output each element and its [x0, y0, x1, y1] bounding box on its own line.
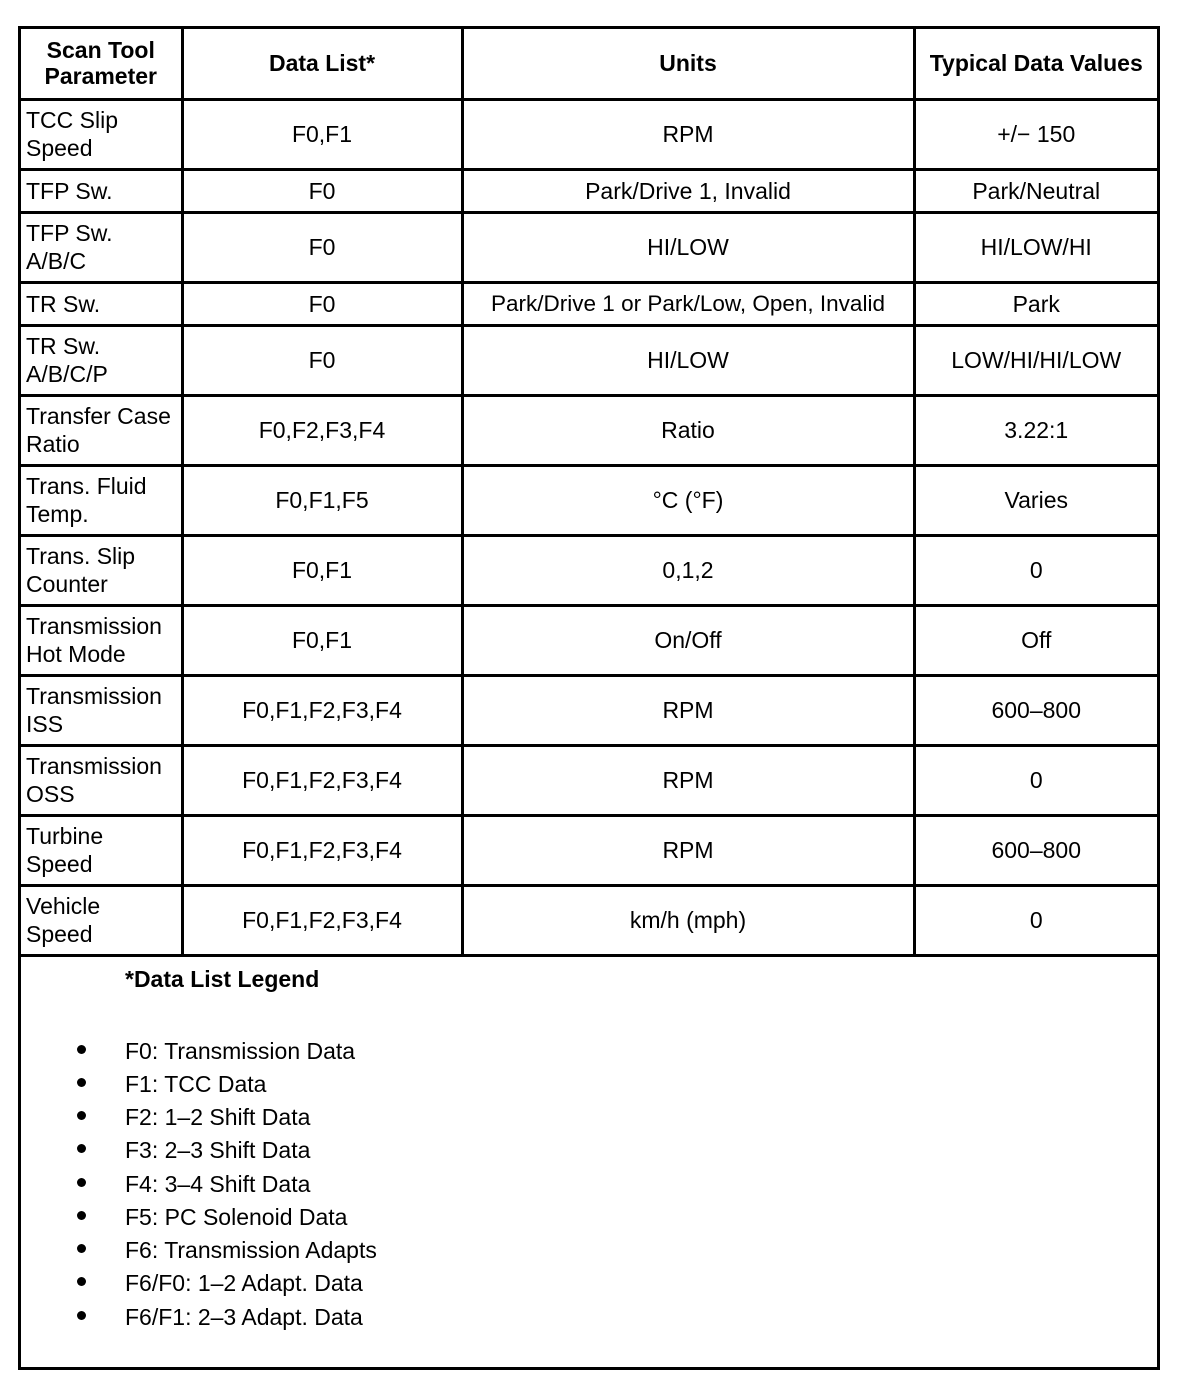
units-cell: 0,1,2: [462, 535, 914, 605]
data-list-cell: F0: [182, 169, 462, 212]
typical-value-cell: +/− 150: [914, 99, 1157, 169]
parameter-cell: TR Sw. A/B/C/P: [21, 325, 182, 395]
legend-item-text: F6/F0: 1–2 Adapt. Data: [125, 1270, 363, 1297]
data-list-cell: F0: [182, 282, 462, 325]
table-row: [21, 169, 1157, 212]
legend-item-text: F5: PC Solenoid Data: [125, 1203, 348, 1230]
header-parameter: Scan Tool Parameter: [21, 29, 182, 99]
data-list-cell: F0,F1,F2,F3,F4: [182, 675, 462, 745]
typical-value-cell: 600–800: [914, 815, 1157, 885]
typical-value-cell: 3.22:1: [914, 395, 1157, 465]
data-list-cell: F0,F2,F3,F4: [182, 395, 462, 465]
table-row: [21, 745, 1157, 815]
data-list-cell: F0: [182, 325, 462, 395]
header-typical-values: Typical Data Values: [914, 29, 1157, 99]
table-row: [21, 815, 1157, 885]
units-cell: HI/LOW: [462, 212, 914, 282]
header-data-list: Data List*: [182, 29, 462, 99]
parameter-cell: Transmission ISS: [21, 675, 182, 745]
table-row: [21, 99, 1157, 169]
typical-value-cell: 600–800: [914, 675, 1157, 745]
table-row: [21, 885, 1157, 955]
table-row: [21, 212, 1157, 282]
legend-item-text: F1: TCC Data: [125, 1070, 267, 1097]
units-cell: RPM: [462, 675, 914, 745]
header-units: Units: [462, 29, 914, 99]
data-list-cell: F0,F1,F5: [182, 465, 462, 535]
legend-item-text: F3: 2–3 Shift Data: [125, 1137, 311, 1164]
parameter-cell: Transfer Case Ratio: [21, 395, 182, 465]
bullet-icon: [77, 1045, 86, 1054]
data-list-cell: F0,F1,F2,F3,F4: [182, 815, 462, 885]
bullet-icon: [77, 1244, 86, 1253]
typical-value-cell: Off: [914, 605, 1157, 675]
legend-item-text: F6/F1: 2–3 Adapt. Data: [125, 1303, 363, 1330]
data-list-cell: F0: [182, 212, 462, 282]
typical-value-cell: Park: [914, 282, 1157, 325]
legend-item-text: F2: 1–2 Shift Data: [125, 1104, 311, 1130]
data-list-legend: [21, 957, 1157, 1373]
typical-value-cell: 0: [914, 885, 1157, 955]
data-list-cell: F0,F1,F2,F3,F4: [182, 745, 462, 815]
table-row: [21, 675, 1157, 745]
units-cell: km/h (mph): [462, 885, 914, 955]
typical-value-cell: Varies: [914, 465, 1157, 535]
scan-tool-data-table: [21, 29, 1157, 957]
typical-value-cell: 0: [914, 535, 1157, 605]
bullet-icon: [77, 1111, 86, 1120]
table-row: [21, 465, 1157, 535]
data-list-cell: F0,F1: [182, 535, 462, 605]
document-frame: [18, 26, 1160, 1370]
bullet-icon: [77, 1311, 86, 1320]
legend-item-text: F0: Transmission Data: [125, 1037, 356, 1064]
typical-value-cell: LOW/HI/HI/LOW: [914, 325, 1157, 395]
data-list-cell: F0,F1: [182, 99, 462, 169]
parameter-cell: Transmission OSS: [21, 745, 182, 815]
table-row: [21, 605, 1157, 675]
typical-value-cell: Park/Neutral: [914, 169, 1157, 212]
units-cell: Park/Drive 1 or Park/Low, Open, Invalid: [462, 282, 914, 325]
units-cell: °C (°F): [462, 465, 914, 535]
bullet-icon: [77, 1078, 86, 1087]
units-cell: RPM: [462, 745, 914, 815]
legend-item-text: F4: 3–4 Shift Data: [125, 1170, 311, 1197]
units-cell: Ratio: [462, 395, 914, 465]
typical-value-cell: 0: [914, 745, 1157, 815]
parameter-cell: Turbine Speed: [21, 815, 182, 885]
bullet-icon: [77, 1211, 86, 1220]
units-cell: RPM: [462, 815, 914, 885]
bullet-icon: [77, 1277, 86, 1286]
parameter-cell: TR Sw.: [21, 282, 182, 325]
parameter-cell: TFP Sw. A/B/C: [21, 212, 182, 282]
legend-item-text: F6: Transmission Adapts: [125, 1237, 377, 1263]
bullet-icon: [77, 1178, 86, 1187]
units-cell: Park/Drive 1, Invalid: [462, 169, 914, 212]
parameter-cell: TCC Slip Speed: [21, 99, 182, 169]
table-row: [21, 282, 1157, 325]
legend-title: *Data List Legend: [125, 965, 320, 992]
units-cell: HI/LOW: [462, 325, 914, 395]
parameter-cell: Trans. Fluid Temp.: [21, 465, 182, 535]
parameter-cell: TFP Sw.: [21, 169, 182, 212]
units-cell: RPM: [462, 99, 914, 169]
units-cell: On/Off: [462, 605, 914, 675]
table-row: [21, 535, 1157, 605]
data-list-cell: F0,F1,F2,F3,F4: [182, 885, 462, 955]
bullet-icon: [77, 1144, 86, 1153]
table-row: [21, 325, 1157, 395]
parameter-cell: Vehicle Speed: [21, 885, 182, 955]
table-row: [21, 395, 1157, 465]
data-list-cell: F0,F1: [182, 605, 462, 675]
parameter-cell: Trans. Slip Counter: [21, 535, 182, 605]
typical-value-cell: HI/LOW/HI: [914, 212, 1157, 282]
parameter-cell: Transmission Hot Mode: [21, 605, 182, 675]
header-row: [21, 29, 1157, 99]
